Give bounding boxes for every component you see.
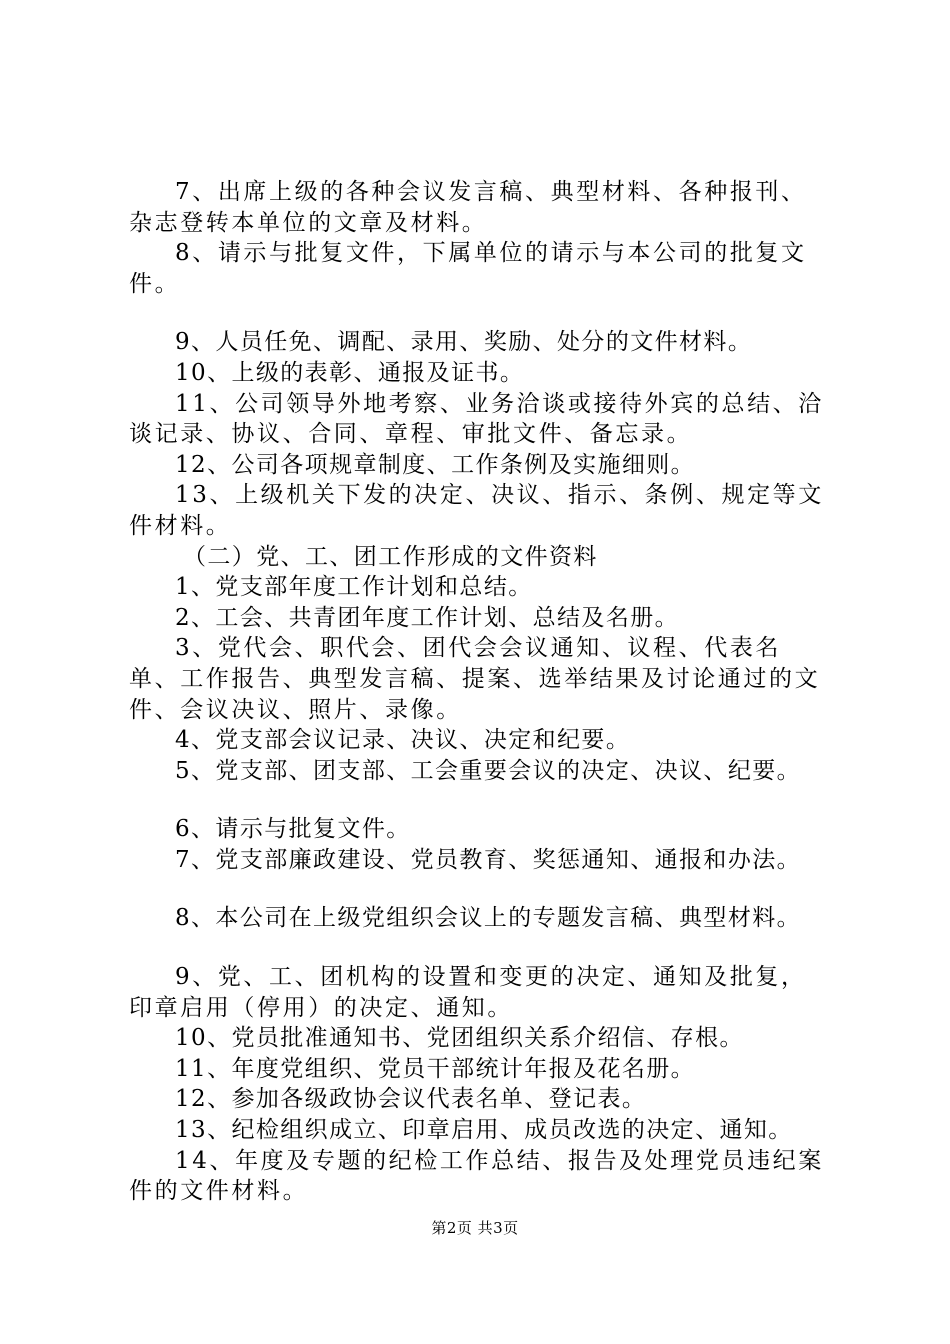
paragraph: 11、公司领导外地考察、业务洽谈或接待外宾的总结、洽谈记录、协议、合同、章程、审批文件、备忘录。 [129, 390, 824, 448]
paragraph: 5、党支部、团支部、工会重要会议的决定、决议、纪要。 [175, 757, 802, 784]
paragraph: 9、人员任免、调配、录用、奖励、处分的文件材料。 [175, 329, 753, 356]
paragraph: 8、本公司在上级党组织会议上的专题发言稿、典型材料。 [175, 905, 802, 932]
paragraph: 6、请示与批复文件。 [175, 816, 411, 843]
paragraph: 12、公司各项规章制度、工作条例及实施细则。 [175, 451, 696, 478]
page-footer: 第2页 共3页 [431, 1219, 519, 1237]
paragraph: 11、年度党组织、党员干部统计年报及花名册。 [175, 1055, 696, 1082]
paragraph: 2、工会、共青团年度工作计划、总结及名册。 [175, 604, 680, 631]
paragraph: 10、党员批准通知书、党团组织关系介绍信、存根。 [175, 1025, 744, 1052]
paragraph: 3、党代会、职代会、团代会会议通知、议程、代表名单、工作报告、典型发言稿、提案、选举结果及讨论通过的文件、会议决议、照片、录像。 [129, 635, 821, 723]
paragraph: 13、上级机关下发的决定、决议、指示、条例、规定等文件材料。 [129, 482, 824, 539]
paragraph: 8、请示与批复文件，下属单位的请示与本公司的批复文件。 [129, 240, 807, 297]
paragraph: 9、党、工、团机构的设置和变更的决定、通知及批复，印章启用（停用）的决定、通知。 [129, 964, 807, 1021]
paragraph: 1、党支部年度工作计划和总结。 [175, 574, 533, 601]
paragraph: 10、上级的表彰、通报及证书。 [175, 359, 525, 386]
paragraph: 7、出席上级的各种会议发言稿、典型材料、各种报刊、杂志登转本单位的文章及材料。 [129, 179, 807, 236]
paragraph: 14、年度及专题的纪检工作总结、报告及处理党员违纪案件的文件材料。 [129, 1147, 824, 1205]
paragraph: 4、党支部会议记录、决议、决定和纪要。 [175, 727, 631, 754]
document-body [129, 177, 831, 1207]
paragraph: （二）党、工、团工作形成的文件资料 [183, 543, 598, 570]
paragraph: 7、党支部廉政建设、党员教育、奖惩通知、通报和办法。 [175, 846, 802, 873]
paragraph: 12、参加各级政协会议代表名单、登记表。 [175, 1086, 647, 1113]
paragraph: 13、纪检组织成立、印章启用、成员改选的决定、通知。 [175, 1117, 793, 1144]
